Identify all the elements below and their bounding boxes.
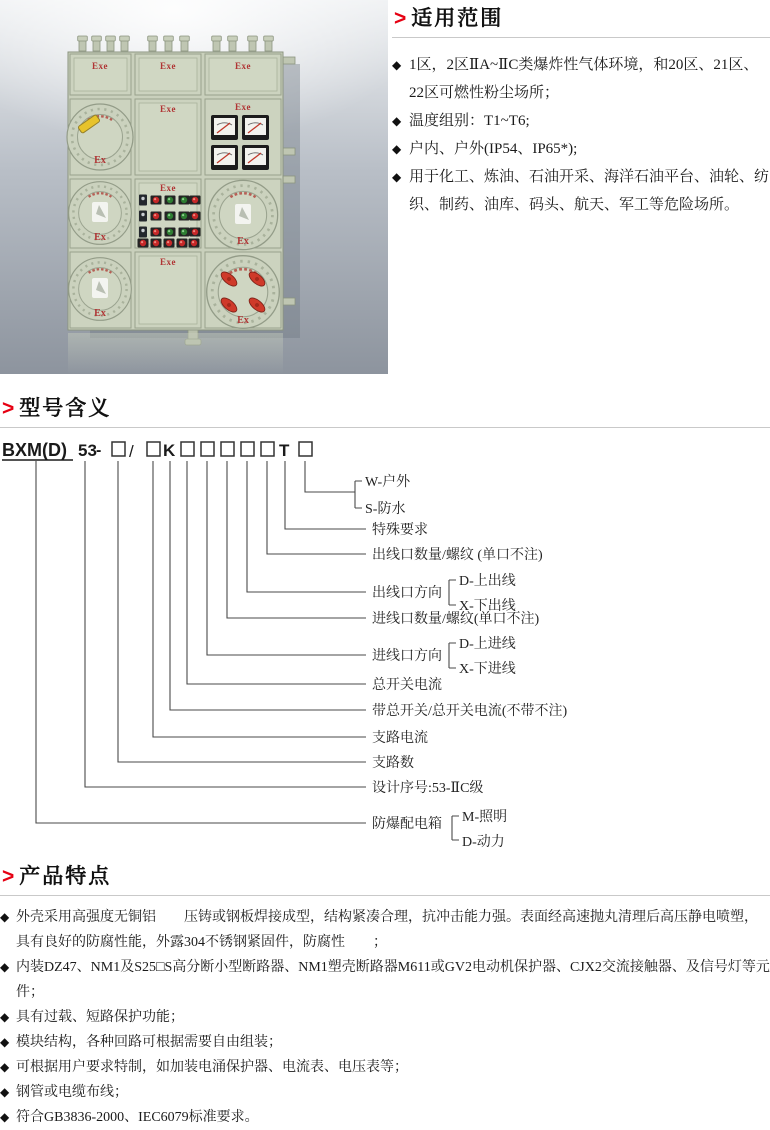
list-item [0, 1080, 770, 1105]
model-code-k: K [163, 441, 176, 460]
section-model [0, 392, 770, 853]
ex-marking: Ex [94, 232, 106, 243]
module-row1 [70, 54, 281, 95]
label-inlet-dir-up: D-上进线 [459, 637, 516, 652]
list-item [0, 905, 770, 955]
label-outlet-dir: 出线口方向 [372, 586, 442, 601]
list-item [0, 955, 770, 1005]
application-item-text: 用于化工、炼油、石油开采、海洋石油平台、油轮、纺织、制药、油库、码头、航天、军工等危险场所。 [409, 169, 770, 213]
label-inlet-dir: 进线口方向 [372, 649, 442, 664]
module-row2 [67, 99, 281, 175]
model-code-diagram [0, 431, 770, 853]
white-switch [235, 204, 251, 224]
application-item-text: 户内、户外(IP54、IP65*); [409, 141, 578, 157]
features-list [0, 905, 770, 1130]
label-outlet-count: 出线口数量/螺纹 (单口不注) [372, 548, 543, 563]
label-design-series: 设计序号:53-ⅡC级 [372, 781, 484, 796]
feature-item-text: 可根据用户要求特制，如加装电涌保护器、电流表、电压表等； [16, 1060, 408, 1075]
explosion-proof-box-illustration [0, 0, 388, 374]
cabinet-reflection [68, 333, 283, 374]
exe-marking: Exe [92, 61, 108, 71]
model-code-series: 53 [78, 441, 97, 460]
label-with-main-switch: 带总开关/总开关电流(不带不注) [372, 704, 568, 719]
model-code-t: T [279, 441, 290, 460]
cabinet [67, 36, 295, 345]
list-item [0, 1030, 770, 1055]
label-inlet-count: 进线口数量/螺纹(单口不注) [372, 612, 540, 627]
label-box-type-m: M-照明 [462, 810, 508, 825]
feature-item-text: 符合GB3836-2000、IEC6079标准要求。 [16, 1110, 259, 1125]
label-branch-current: 支路电流 [372, 731, 428, 746]
section-title-model [0, 392, 770, 428]
diamond-bullet-icon: ◆ [0, 1110, 10, 1124]
exe-marking: Exe [160, 257, 176, 267]
list-item [392, 107, 770, 135]
section-application [392, 2, 770, 219]
ex-marking: Ex [237, 236, 249, 247]
ex-marking: Ex [94, 308, 106, 319]
arrow-icon: > [394, 7, 407, 30]
feature-item-text: 钢管或电缆布线； [16, 1085, 128, 1100]
diamond-bullet-icon: ◆ [392, 142, 402, 156]
label-special: 特殊要求 [372, 523, 428, 538]
section-title-application [392, 2, 770, 38]
label-branch-count: 支路数 [372, 756, 414, 771]
arrow-icon: > [2, 865, 15, 888]
diamond-bullet-icon: ◆ [0, 1035, 10, 1049]
application-item-text: 温度组别：T1~T6; [409, 113, 530, 129]
list-item [0, 1005, 770, 1030]
section-title-text: 型号含义 [19, 397, 112, 420]
section-features [0, 860, 770, 1130]
diamond-bullet-icon: ◆ [392, 58, 402, 72]
diamond-bullet-icon: ◆ [0, 1060, 10, 1074]
module-row4 [69, 252, 281, 328]
application-list [392, 51, 770, 219]
list-item [0, 1055, 770, 1080]
diamond-bullet-icon: ◆ [0, 910, 10, 924]
list-item [0, 1105, 770, 1130]
model-code-prefix: BXM(D) [2, 440, 67, 460]
label-waterproof: S-防水 [365, 502, 406, 517]
section-title-text: 产品特点 [19, 865, 112, 888]
list-item [392, 51, 770, 107]
exe-marking: Exe [235, 61, 251, 71]
label-outlet-dir-up: D-上出线 [459, 574, 516, 589]
feature-item-text: 内装DZ47、NM1及S25□S高分断小型断路器、NM1塑壳断路器M611或GV2电动机保护器、CJX2交流接触器、及信号灯等元件； [16, 960, 770, 1000]
label-box-type: 防爆配电箱 [372, 817, 442, 832]
product-photo [0, 0, 388, 374]
label-inlet-dir-down: X-下进线 [459, 662, 516, 677]
diamond-bullet-icon: ◆ [392, 170, 402, 184]
diamond-bullet-icon: ◆ [392, 114, 402, 128]
ex-marking: Ex [237, 315, 249, 326]
feature-item-text: 外壳采用高强度无铜铝 压铸或钢板焊接成型，结构紧凑合理，抗冲击能力强。表面经高速抛丸清理后高压静电喷塑，具有良好的防腐性能，外露304不锈钢紧固件，防腐性 ； [16, 910, 758, 950]
label-outlet-dir-down: X-下出线 [459, 599, 516, 614]
diamond-bullet-icon: ◆ [0, 1010, 10, 1024]
model-code-slash: / [129, 442, 134, 461]
section-title-features [0, 860, 770, 896]
ex-marking: Ex [94, 155, 106, 166]
exe-marking: Exe [160, 183, 176, 193]
label-box-type-d: D-动力 [462, 835, 505, 850]
label-outdoor: W-户外 [365, 475, 411, 490]
feature-item-text: 具有过载、短路保护功能； [16, 1010, 184, 1025]
diamond-bullet-icon: ◆ [0, 1085, 10, 1099]
module-row3 [69, 179, 281, 250]
diamond-bullet-icon: ◆ [0, 960, 10, 974]
application-item-text: 1区，2区ⅡA~ⅡC类爆炸性气体环境，和20区、21区、22区可燃性粉尘场所； [409, 57, 759, 101]
exe-marking: Exe [160, 61, 176, 71]
model-code-dash: - [96, 442, 102, 459]
section-title-text: 适用范围 [411, 7, 504, 30]
label-main-switch-current: 总开关电流 [372, 678, 442, 693]
list-item [392, 135, 770, 163]
white-switch [92, 202, 108, 222]
exe-marking: Exe [235, 102, 251, 112]
exe-marking: Exe [160, 104, 176, 114]
arrow-icon: > [2, 397, 15, 420]
feature-item-text: 模块结构，各种回路可根据需要自由组装； [16, 1035, 282, 1050]
white-switch [92, 278, 108, 298]
list-item [392, 163, 770, 219]
